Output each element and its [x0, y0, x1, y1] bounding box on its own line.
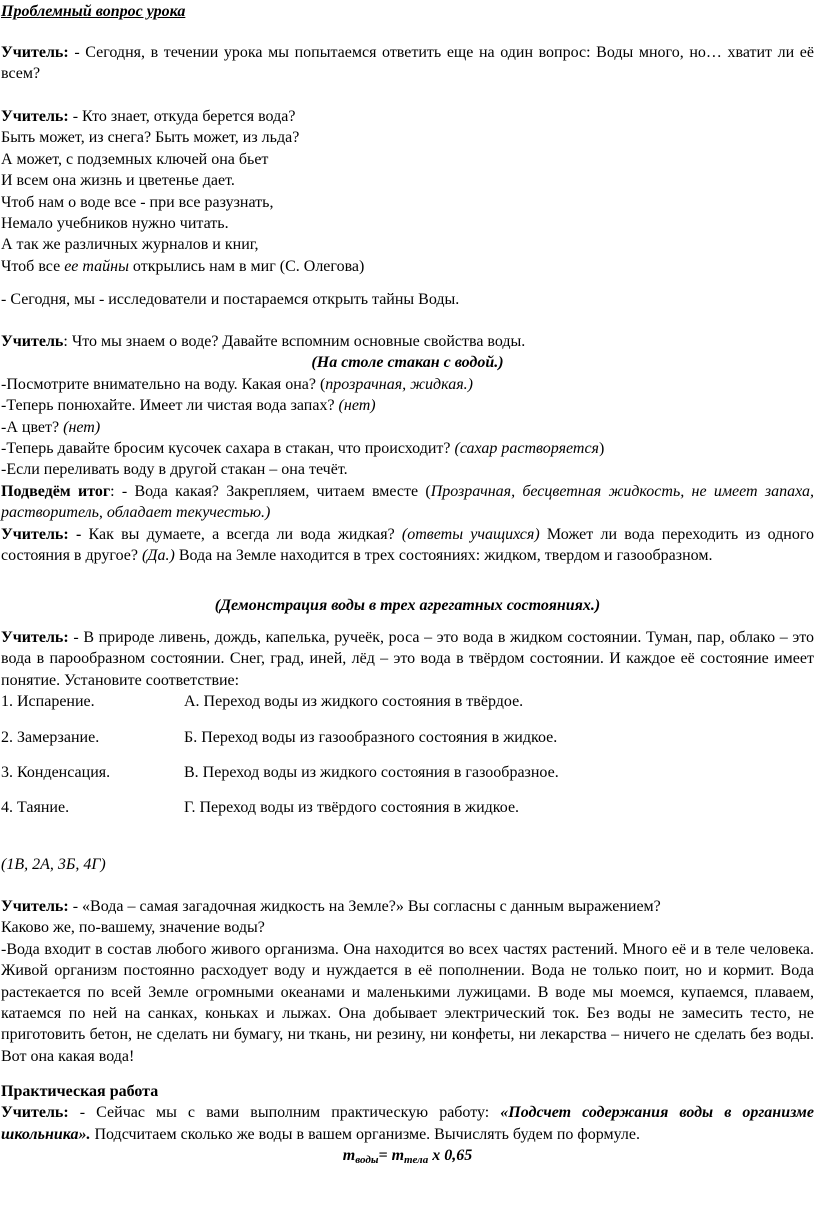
speaker-label: Учитель:: [1, 108, 69, 125]
dash: -: [68, 108, 83, 125]
mystery-question: «Вода – самая загадочная жидкость на Земле?» Вы согласны с данным выражением?: [82, 898, 661, 915]
properties-lead: : Что мы знаем о воде? Давайте вспомним основные свойства воды.: [63, 333, 526, 350]
answer-key: (1В, 2А, 3Б, 4Г): [1, 856, 106, 873]
formula: $m_{воды}= m_{тела}$ х 0,65: [342, 1147, 473, 1167]
stage-direction: (На столе стакан с водой.): [311, 354, 504, 372]
mystery-question-2: Каково же, по-вашему, значение воды?: [1, 919, 265, 937]
poem-line: И всем она жизнь и цветенье дает.: [1, 172, 235, 190]
match-definition: Б. Переход воды из газообразного состояния в жидкое.: [184, 729, 558, 746]
speaker-label: Учитель:: [1, 44, 69, 61]
poem-line: Быть может, из снега? Быть может, из льда?: [1, 129, 300, 147]
match-term: 4. Таяние.: [1, 799, 70, 816]
practical-title: «Подсчет содержания воды в организме школьника».: [1, 1104, 814, 1143]
nature-paragraph: [1, 627, 814, 691]
speaker-label: Учитель:: [1, 898, 69, 915]
explorers-line: [1, 289, 814, 310]
match-row: [1, 727, 814, 748]
match-term: 2. Замерзание.: [1, 729, 100, 746]
answer-block: [1, 854, 814, 875]
properties-block: [1, 331, 814, 566]
question-line: -Если переливать воду в другой стакан – она течёт.: [1, 461, 348, 479]
practical-heading: Практическая работа: [1, 1083, 159, 1100]
demo-heading: (Демонстрация воды в трех агрегатных состояниях.): [214, 597, 601, 614]
intro-text: Сегодня, в течении урока мы попытаемся ответить еще на один вопрос: Воды много, но… хватит ли её всем?: [1, 44, 815, 83]
practical-block: Практическая работа Учитель: - Сейчас мы с вами выполним практическую работу: «Подсчет содержания воды в организме школьника». Подсчитаем сколько же воды в вашем организме. Вычислять будем по формуле. $m_{воды}= m_{тела}$ х 0,65: [1, 1083, 814, 1167]
match-definition: Г. Переход воды из твёрдого состояния в жидкое.: [184, 799, 520, 816]
intro-paragraph: [1, 42, 814, 85]
speaker-label: Учитель:: [1, 629, 69, 646]
speaker-label: Учитель:: [1, 525, 69, 543]
mystery-block: [1, 896, 814, 1067]
question-line: -А цвет? (нет): [1, 418, 101, 436]
explorers-text: - Сегодня, мы - исследователи и постараемся открыть тайны Воды.: [1, 291, 460, 308]
question-line: -Посмотрите внимательно на воду. Какая она? (прозрачная, жидкая.): [1, 375, 473, 393]
poem-line: Чтоб все ее тайны открылись нам в миг (С. Олегова): [1, 257, 365, 275]
match-row: [1, 797, 814, 818]
dash: -: [68, 44, 86, 61]
match-term: 3. Конденсация.: [1, 764, 111, 781]
question-line: -Теперь понюхайте. Имеет ли чистая вода запах? (нет): [1, 397, 376, 415]
states-paragraph: Учитель: - Как вы думаете, а всегда ли вода жидкая? (ответы учащихся) Может ли вода переходить из одного состояния в другое? (Да.) Вода на Земле находится в трех состояниях: жидком, твердом и газообразном.: [1, 525, 814, 565]
question-line: -Теперь давайте бросим кусочек сахара в стакан, что происходит? (сахар растворяется): [1, 440, 605, 458]
demo-heading-block: [1, 595, 814, 616]
dash: -: [68, 629, 84, 646]
match-definition: В. Переход воды из жидкого состояния в газообразное.: [184, 764, 559, 781]
match-term: 1. Испарение.: [1, 693, 95, 710]
match-row: [1, 762, 814, 783]
poem-line: Кто знает, откуда берется вода?: [82, 108, 296, 125]
page-title: Проблемный вопрос урока: [1, 3, 186, 20]
poem-block: [1, 106, 814, 277]
speaker-label: Учитель: [1, 333, 64, 350]
poem-line: Чтоб нам о воде все - при все разузнать,: [1, 193, 274, 211]
summary-label: Подведём итог: [1, 482, 111, 500]
dash: -: [68, 1104, 97, 1122]
match-row: [1, 691, 814, 712]
summary-line: Подведём итог: - Вода какая? Закрепляем, читаем вместе (Прозрачная, бесцветная жидкость, не имеет запаха, растворитель, обладает текучестью.): [1, 482, 814, 522]
dash: -: [68, 898, 83, 915]
nature-text: В природе ливень, дождь, капелька, ручеёк, роса – это вода в жидком состоянии. Туман, пар, облако – это вода в парообразном состоянии. Снег, град, иней, лёд – это вода в твёрдом состоянии. И каждое её состояние имеет понятие. Установите соответствие:: [1, 629, 815, 689]
mystery-text: -Вода входит в состав любого живого организма. Она находится во всех частях растений. Много её и в теле человека. Живой организм постоянно расходует воду и нуждается в её пополнении. Вода не только поит, но и кормит. Вода растекается по всей Земле огромными океанами и маленькими лужицами. В воде мы моемся, купаемся, плаваем, катаемся по ней на санках, коньках и лыжах. Она добывает электрический ток. Без воды не замесить тесто, не приготовить бетон, не сделать ни бумагу, ни ткань, ни резину, ни конфеты, ни лекарства – ничего не сделать без воды. Вот она какая вода!: [1, 940, 814, 1065]
section-title-block: [1, 1, 814, 22]
poem-line: А может, с подземных ключей она бьет: [1, 150, 269, 168]
poem-line: Немало учебников нужно читать.: [1, 215, 229, 233]
speaker-label: Учитель:: [1, 1104, 69, 1122]
poem-line: А так же различных журналов и книг,: [1, 236, 259, 254]
match-definition: А. Переход воды из жидкого состояния в твёрдое.: [184, 693, 524, 710]
